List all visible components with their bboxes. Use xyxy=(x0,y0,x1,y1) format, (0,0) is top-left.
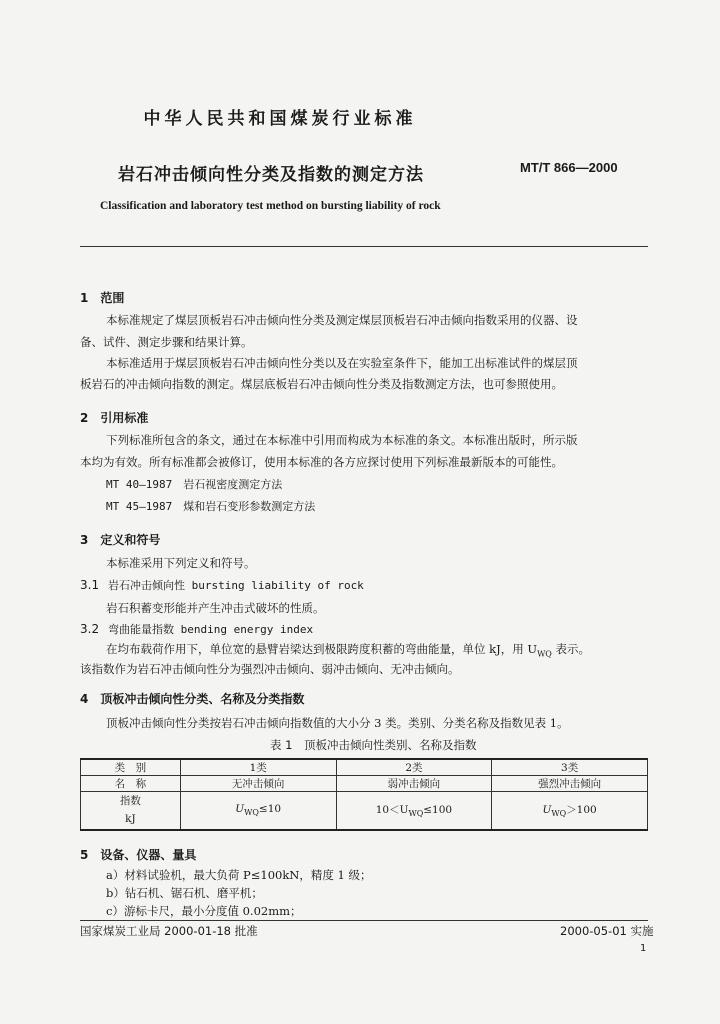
cell-name-3: 强烈冲击倾向 xyxy=(492,776,648,792)
def-3-1-definition: 岩石积蓄变形能并产生冲击式破坏的性质。 xyxy=(106,601,325,615)
table-row-name xyxy=(81,776,648,792)
cell-index-3: $U_{WQ}>100$ xyxy=(492,792,648,830)
equipment-item-a: a）材料试验机，最大负荷 P≤100kN，精度 1 级； xyxy=(106,868,372,882)
s1-para2-line1: 本标准适用于煤层顶板岩石冲击倾向性分类以及在实验室条件下，能加工出标准试件的煤层顶 xyxy=(106,356,578,370)
section-5-heading: 5 设备、仪器、量具 xyxy=(80,848,197,862)
def-3-2-term: 弯曲能量指数 bending energy index xyxy=(108,623,314,636)
section-1-heading: 1 范围 xyxy=(80,291,125,305)
table-row-category xyxy=(81,759,648,776)
document-title-cn: 岩石冲击倾向性分类及指数的测定方法 xyxy=(118,165,424,185)
cell-category-3: 3类 xyxy=(492,759,648,776)
issuing-authority: 中华人民共和国煤炭行业标准 xyxy=(143,109,417,129)
row-label-unit: kJ xyxy=(125,813,136,826)
row-label-index-text: 指数 xyxy=(119,795,141,808)
section-2-heading: 2 引用标准 xyxy=(80,411,149,425)
reference-mt40: MT 40—1987 岩石视密度测定方法 xyxy=(106,478,283,491)
cell-category-2: 2类 xyxy=(336,759,492,776)
s3-intro: 本标准采用下列定义和符号。 xyxy=(106,556,256,570)
equipment-item-b: b）钻石机、锯石机、磨平机； xyxy=(106,886,263,900)
equipment-item-c: c）游标卡尺，最小分度值 0.02mm； xyxy=(106,904,302,918)
def-3-2-number: 3.2 xyxy=(80,622,100,636)
classification-table xyxy=(80,758,648,831)
def-3-1-number: 3.1 xyxy=(80,578,100,592)
cell-name-1: 无冲击倾向 xyxy=(180,776,336,792)
document-title-en: Classification and laboratory test method on bursting liability of rock xyxy=(100,200,441,212)
def-3-1-term: 岩石冲击倾向性 bursting liability of rock xyxy=(108,579,364,592)
table-caption: 表 1 顶板冲击倾向性类别、名称及指数 xyxy=(270,738,477,752)
cell-name-2: 弱冲击倾向 xyxy=(336,776,492,792)
approval-note: 国家煤炭工业局 2000-01-18 批准 xyxy=(80,924,258,938)
standard-code: MT/T 866—2000 xyxy=(520,160,618,175)
section-4-heading: 4 顶板冲击倾向性分类、名称及分类指数 xyxy=(80,692,305,706)
row-label-category: 类 别 xyxy=(81,759,181,776)
section-3-heading: 3 定义和符号 xyxy=(80,533,161,547)
s1-para1-line2: 备、试件、测定步骤和结果计算。 xyxy=(80,335,253,349)
cell-index-2: $10<U_{WQ}\le 100$ xyxy=(336,792,492,830)
cell-category-1: 1类 xyxy=(180,759,336,776)
reference-mt45: MT 45—1987 煤和岩石变形参数测定方法 xyxy=(106,500,316,513)
effective-date: 2000-05-01 实施 xyxy=(560,924,654,938)
s1-para1-line1: 本标准规定了煤层顶板岩石冲击倾向性分类及测定煤层顶板岩石冲击倾向指数采用的仪器、设 xyxy=(106,313,578,327)
s2-para-line2: 本均为有效。所有标准都会被修订，使用本标准的各方应探讨使用下列标准最新版本的可能性。 xyxy=(80,455,563,469)
table-row-index xyxy=(81,792,648,830)
row-label-name: 名 称 xyxy=(81,776,181,792)
page-number: 1 xyxy=(640,943,647,954)
row-label-index xyxy=(81,792,181,830)
def-3-2-definition-line1: 在均布载荷作用下，单位宽的悬臂岩梁达到极限跨度积蓄的弯曲能量，单位 kJ，用 $U_{WQ}$ 表示。 xyxy=(106,642,591,659)
footer-rule xyxy=(80,920,648,921)
s4-para: 顶板冲击倾向性分类按岩石冲击倾向指数值的大小分 3 类。类别、分类名称及指数见表 1。 xyxy=(106,716,569,730)
cell-index-1: $U_{WQ}\le 10$ xyxy=(180,792,336,830)
s1-para2-line2: 板岩石的冲击倾向指数的测定。煤层底板岩石冲击倾向性分类及指数测定方法，也可参照使用。 xyxy=(80,377,563,391)
header-rule xyxy=(80,246,648,247)
def-3-2-definition-line2: 该指数作为岩石冲击倾向性分为强烈冲击倾向、弱冲击倾向、无冲击倾向。 xyxy=(80,662,460,676)
s2-para-line1: 下列标准所包含的条文，通过在本标准中引用而构成为本标准的条文。本标准出版时，所示版 xyxy=(106,433,578,447)
